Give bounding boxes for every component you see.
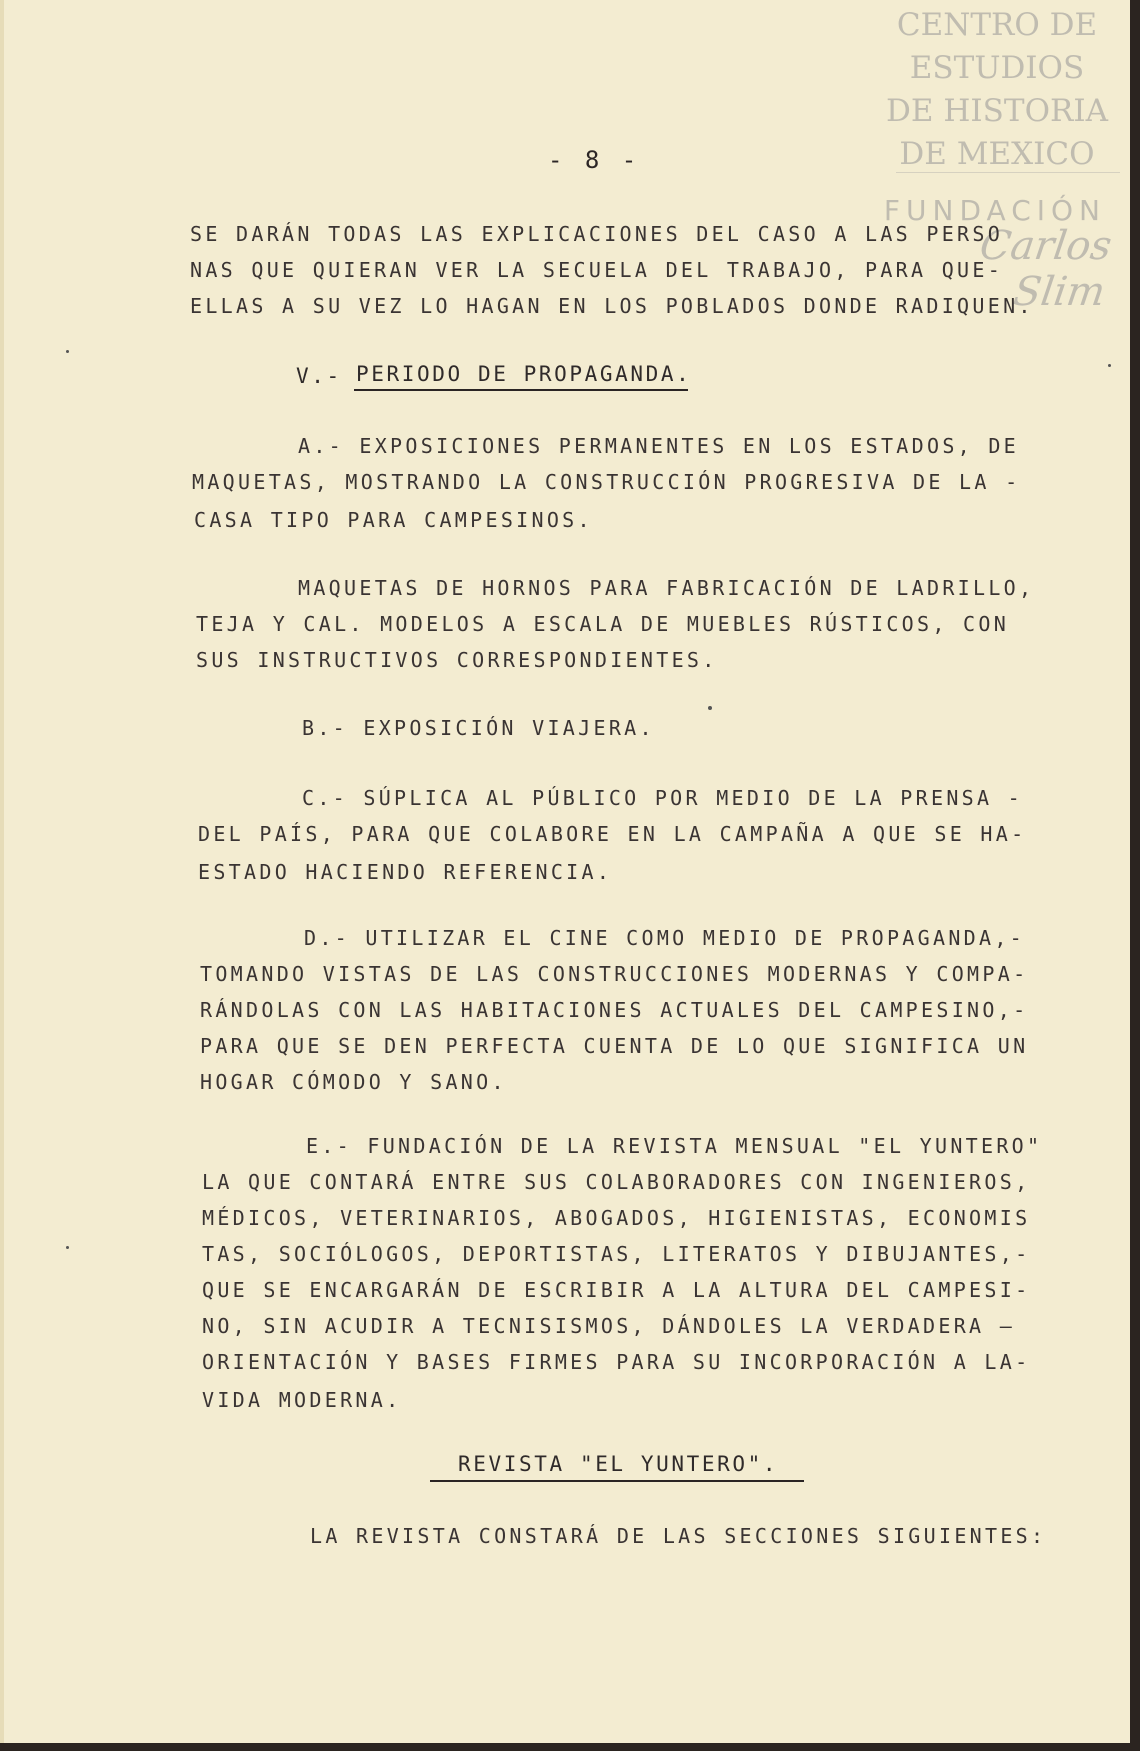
item-c-line-3: ESTADO HACIENDO REFERENCIA. (198, 860, 613, 884)
watermark-line-3: DE HISTORIA (886, 93, 1108, 129)
item-a-line-2: MAQUETAS, MOSTRANDO LA CONSTRUCCIÓN PROGRESIVA DE LA - (192, 470, 1021, 494)
item-c-line-1: C.- SÚPLICA AL PÚBLICO POR MEDIO DE LA PRENSA - (302, 786, 1024, 810)
item-a-line-3: CASA TIPO PARA CAMPESINOS. (194, 508, 593, 532)
item-a-line-1: A.- EXPOSICIONES PERMANENTES EN LOS ESTADOS, DE (298, 434, 1020, 458)
item-a2-line-2: TEJA Y CAL. MODELOS A ESCALA DE MUEBLES RÚSTICOS, CON (196, 612, 1010, 636)
item-a2-line-1: MAQUETAS DE HORNOS PARA FABRICACIÓN DE LADRILLO, (298, 576, 1035, 600)
watermark-fundacion: FUNDACIÓN (883, 194, 1106, 227)
item-e-line-8: VIDA MODERNA. (202, 1388, 402, 1412)
watermark-line-4: DE MEXICO (899, 136, 1095, 172)
intro-line-1: SE DARÁN TODAS LAS EXPLICACIONES DEL CASO A LAS PERSO (190, 222, 1004, 246)
watermark-signature: Carlos Slim (977, 223, 1115, 315)
section-v-underline (354, 389, 688, 391)
item-e-line-6: NO, SIN ACUDIR A TECNISISMOS, DÁNDOLES LA VERDADERA — (202, 1314, 1016, 1338)
intro-line-3: ELLAS A SU VEZ LO HAGAN EN LOS POBLADOS DONDE RADIQUEN. (190, 294, 1034, 318)
revista-heading: REVISTA "EL YUNTERO". (458, 1452, 779, 1476)
page-number: - 8 - (548, 146, 641, 174)
watermark-line-1: CENTRO DE (896, 7, 1098, 43)
item-d-line-2: TOMANDO VISTAS DE LAS CONSTRUCCIONES MODERNAS Y COMPA- (200, 962, 1029, 986)
item-b-line: B.- EXPOSICIÓN VIAJERA. (302, 716, 655, 740)
section-v-title: PERIODO DE PROPAGANDA. (356, 362, 692, 386)
ink-speck (708, 706, 712, 710)
margin-speck (66, 350, 69, 353)
item-d-line-5: HOGAR CÓMODO Y SANO. (200, 1070, 507, 1094)
intro-line-2: NAS QUE QUIERAN VER LA SECUELA DEL TRABAJO, PARA QUE- (190, 258, 1004, 282)
closing-line: LA REVISTA CONSTARÁ DE LAS SECCIONES SIGUIENTES: (310, 1524, 1047, 1548)
item-e-line-2: LA QUE CONTARÁ ENTRE SUS COLABORADORES CON INGENIEROS, (202, 1170, 1031, 1194)
item-c-line-2: DEL PAÍS, PARA QUE COLABORE EN LA CAMPAÑA A QUE SE HA- (198, 822, 1027, 846)
item-e-line-1: E.- FUNDACIÓN DE LA REVISTA MENSUAL "EL YUNTERO" (306, 1134, 1043, 1158)
margin-speck (66, 1246, 69, 1249)
watermark-line-2: ESTUDIOS (909, 50, 1085, 86)
watermark-divider (896, 172, 1120, 173)
item-d-line-4: PARA QUE SE DEN PERFECTA CUENTA DE LO QUE SIGNIFICA UN (200, 1034, 1029, 1058)
item-e-line-3: MÉDICOS, VETERINARIOS, ABOGADOS, HIGIENISTAS, ECONOMIS (202, 1206, 1031, 1230)
item-a2-line-3: SUS INSTRUCTIVOS CORRESPONDIENTES. (196, 648, 718, 672)
item-e-line-4: TAS, SOCIÓLOGOS, DEPORTISTAS, LITERATOS Y DIBUJANTES,- (202, 1242, 1031, 1266)
revista-underline (430, 1480, 804, 1482)
page-edge (0, 0, 4, 1743)
section-v-number: V.- (296, 364, 342, 388)
margin-speck (1108, 364, 1111, 367)
item-d-line-3: RÁNDOLAS CON LAS HABITACIONES ACTUALES DEL CAMPESINO,- (200, 998, 1029, 1022)
item-d-line-1: D.- UTILIZAR EL CINE COMO MEDIO DE PROPAGANDA,- (304, 926, 1026, 950)
item-e-line-7: ORIENTACIÓN Y BASES FIRMES PARA SU INCORPORACIÓN A LA- (202, 1350, 1031, 1374)
item-e-line-5: QUE SE ENCARGARÁN DE ESCRIBIR A LA ALTURA DEL CAMPESI- (202, 1278, 1031, 1302)
